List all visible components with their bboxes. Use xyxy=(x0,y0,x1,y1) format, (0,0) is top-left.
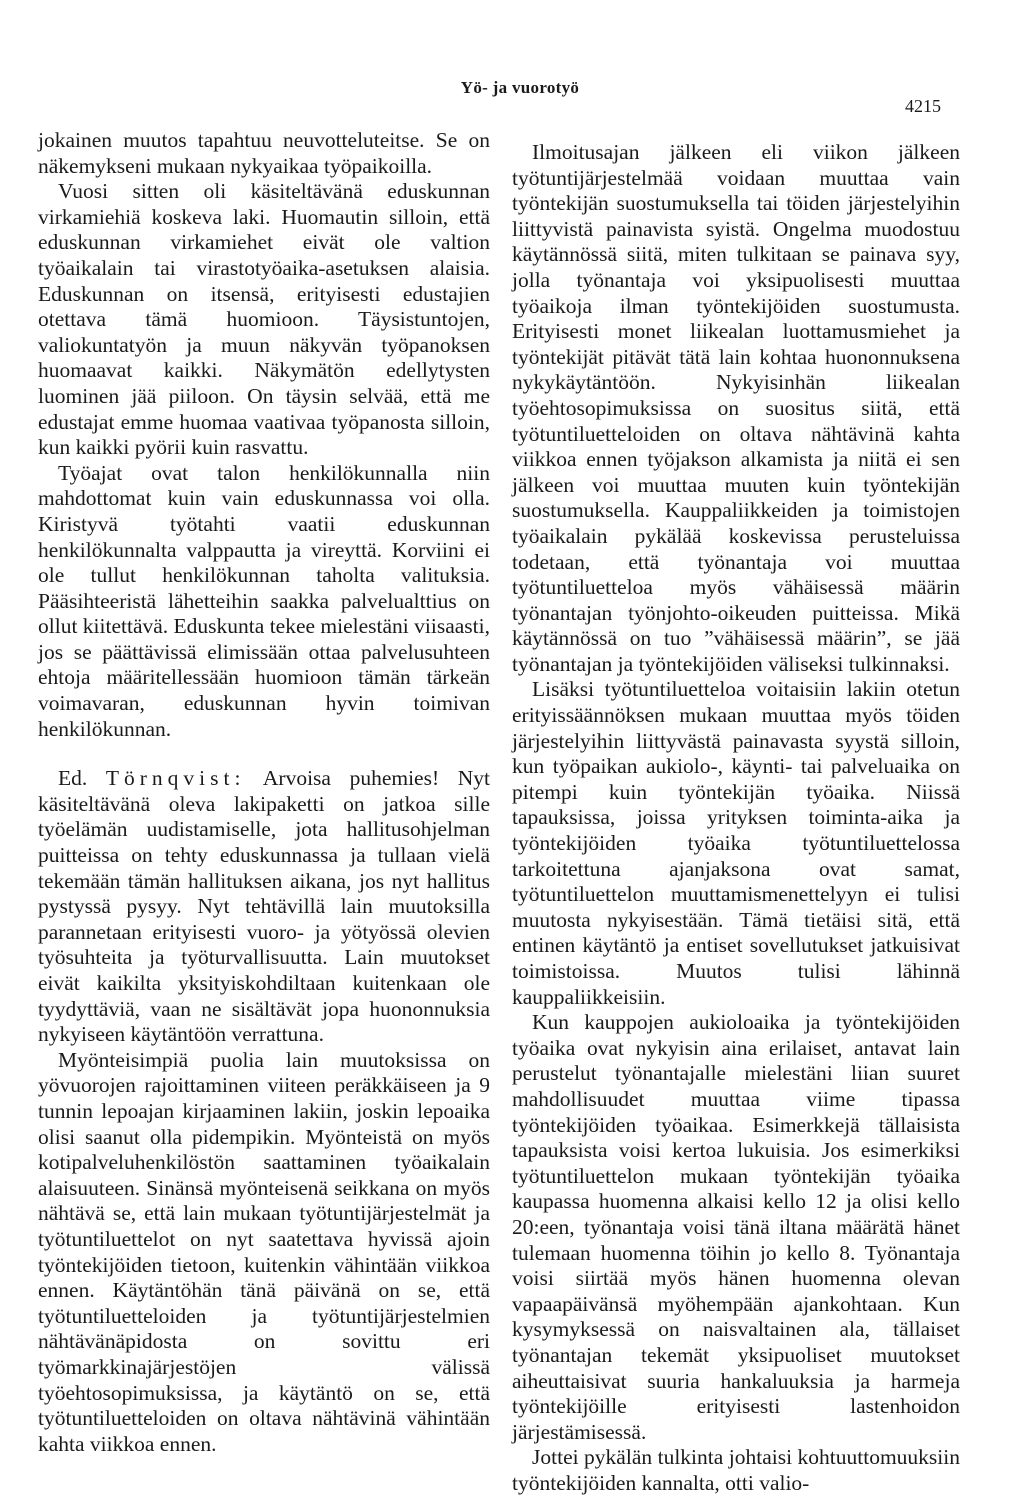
paragraph: Lisäksi työtuntiluetteloa voitaisiin lakiin otetun erityissäännöksen mukaan muuttaa myös töiden järjestelyihin liittyvästä painavasta syystä silloin, kun työpaikan aukiolo-, käynti- tai palveluaika on pitempi kuin työntekijän työaika. Niissä tapauksissa, joissa yrityksen toiminta-aika ja työntekijöiden työaika työtuntiluettelossa tarkoitettuna ajanjaksona ovat samat, työtuntiluettelon muuttamismenettelyyn ei tulisi muutosta nykyisestään. Tämä tietäisi sitä, että entinen käytäntö ja entiset sovellutukset jatkuisivat toimistoissa. Muutos tulisi lähinnä kauppaliikkeisiin. xyxy=(512,677,960,1009)
speech-paragraph xyxy=(38,766,490,1048)
left-column xyxy=(38,128,490,1457)
page-number: 4215 xyxy=(905,96,941,116)
paragraph: Vuosi sitten oli käsiteltävänä eduskunnan virkamiehiä koskeva laki. Huomautin silloin, että eduskunnan virkamiehet eivät ole valtion työaikalain tai virastotyöaika-asetuksen alaisia. Eduskunnan on itsensä, erityisesti edustajien otettava tämä huomioon. Täysistuntojen, valiokuntatyön ja muun näkyvän työpanoksen huomaavat kaikki. Näkymätön edellytysten luominen jää piiloon. On täysin selvää, että me edustajat emme huomaa vaativaa työpanosta silloin, kun kaikki pyörii kuin rasvattu. xyxy=(38,179,490,460)
paragraph: Kun kauppojen aukioloaika ja työntekijöiden työaika ovat nykyisin aina erilaiset, antavat lain perustelut työnantajalle mielestäni liian suuret mahdollisuudet muuttaa viime tipassa työntekijöiden työaikaa. Esimerkkejä tällaisista tapauksista voisi kertoa lukuisia. Jos esimerkiksi työtuntiluettelon mukaan työntekijän työaika kaupassa huomenna alkaisi kello 12 ja olisi kello 20:een, työnantaja voisi tänä iltana määrätä hänet tulemaan huomenna töihin jo kello 8. Työnantaja voisi siirtää myös hänen huomenna olevan vapaapäivänsä myöhempään ajankohtaan. Kun kysymyksessä on naisvaltainen ala, tällaiset työnantajan tekemät yksipuoliset muutokset aiheuttaisivat suuria hankaluuksia ja harmeja työntekijöille erityisesti lastenhoidon järjestämisessä. xyxy=(512,1010,960,1444)
speaker-prefix: Ed. xyxy=(58,766,88,791)
paragraph: Työajat ovat talon henkilökunnalla niin mahdottomat kuin vain eduskunnassa voi olla. Kiristyvä työtahti vaatii eduskunnan henkilökunnalta valppautta ja vireyttä. Korviini ei ole tullut henkilökunnan taholta valituksia. Pääsihteeristä lähetteihin saakka palvelualttius on ollut kiitettävä. Eduskunta tekee mielestäni viisaasti, jos se päättävissä elimissään ottaa palvelusuhteen ehtoja määritellessään huomioon tämän tärkeän voimavaran, eduskunnan hyvin toimivan henkilökunnan. xyxy=(38,460,490,741)
speech-text: Arvoisa puhemies! Nyt käsiteltävänä oleva lakipaketti on jatkoa sille työelämän uudistamiselle, jota hallitusohjelman puitteissa on tehty eduskunnassa ja tullaan vielä tekemään tämän hallituksen aikana, jos nyt hallitus pystyssä pysyy. Nyt tehtävillä lain muutoksilla parannetaan erityisesti vuoro- ja yötyössä olevien työsuhteita ja työturvallisuutta. Lain muutokset eivät kaikilta yksityiskohdiltaan kuitenkaan ole tyydyttäviä, vaan ne sisältävät jopa huononnuksia nykyiseen käytäntöön verrattuna. xyxy=(38,766,490,1047)
paragraph: Ilmoitusajan jälkeen eli viikon jälkeen työtuntijärjestelmää voidaan muuttaa vain työntekijän suostumuksella tai töiden järjestelyihin liittyvistä painavista syistä. Ongelma muodostuu käytännössä siitä, miten tulkitaan se painava syy, jolla työnantaja voi yksipuolisesti muuttaa työaikoja ilman työntekijöiden suostumusta. Erityisesti monet liikealan luottamusmiehet ja työntekijät pitävät tätä lain kohtaa huononnuksena nykykäytäntöön. Nykyisinhän liikealan työehtosopimuksissa on suositus siitä, että työtuntiluetteloiden on oltava nähtävinä kahta viikkoa ennen työjakson alkamista ja niitä ei sen jälkeen voi muuttaa muuten kuin työntekijän suostumuksella. Kauppaliikkeiden ja toimistojen työaikalain pykälää koskevissa perusteluissa todetaan, että työnantaja voi muuttaa työtuntiluetteloa myös vähäisessä määrin työnantajan työnjohto-oikeuden puitteissa. Mikä käytännössä on tuo ”vähäisessä määrin”, se jää työnantajan ja työntekijöiden väliseksi tulkinnaksi. xyxy=(512,140,960,676)
running-header-title: Yö- ja vuorotyö xyxy=(460,78,580,97)
paragraph: Myönteisimpiä puolia lain muutoksissa on yövuorojen rajoittaminen viiteen peräkkäiseen ja 9 tunnin lepoajan kirjaaminen lakiin, joskin lepoaika olisi saanut olla pidempikin. Myönteistä on myös kotipalveluhenkilöstön saattaminen työaikalain alaisuuteen. Sinänsä myönteisenä seikkana on myös nähtävä se, että lain mukaan työtuntijärjestelmät ja työtuntiluettelot on nyt saatettava hyvissä ajoin työntekijöiden tietoon, kuitenkin vähintään viikkoa ennen. Käytäntöhän tänä päivänä on se, että työtuntiluetteloiden ja työtuntijärjestelmien nähtävänäpidosta on sovittu eri työmarkkinajärjestöjen välissä työehtosopimuksissa, ja käytäntö on se, että työtuntiluetteloiden on oltava nähtävinä vähintään kahta viikkoa ennen. xyxy=(38,1047,490,1456)
paragraph: Jottei pykälän tulkinta johtaisi kohtuuttomuuksiin työntekijöiden kannalta, otti valio- xyxy=(512,1445,960,1495)
paragraph: jokainen muutos tapahtuu neuvotteluteitse. Se on näkemykseni mukaan nykyaikaa työpaikoilla. xyxy=(38,128,490,178)
right-column xyxy=(512,140,960,1496)
speaker-name: Törnqvist: xyxy=(105,766,246,791)
